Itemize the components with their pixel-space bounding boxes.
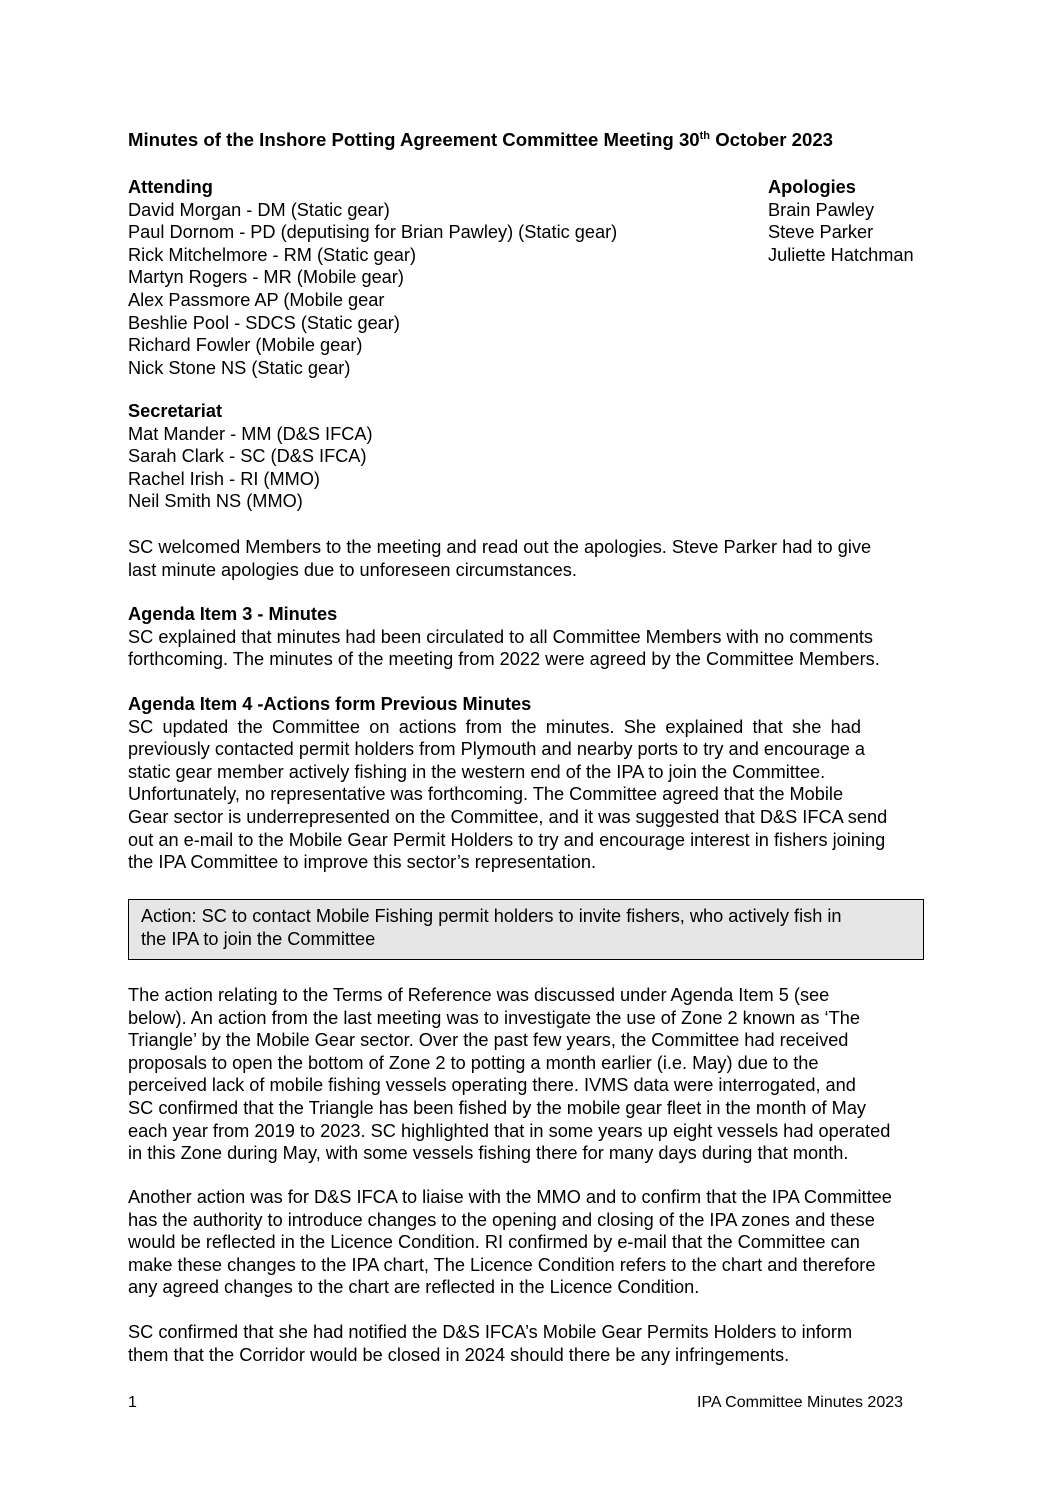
paragraph-line: them that the Corridor would be closed in 2024 should there be any infringements.: [128, 1344, 790, 1365]
action-box: [128, 899, 924, 960]
paragraph-line: The action relating to the Terms of Reference was discussed under Agenda Item 5 (see: [128, 985, 830, 1005]
apologies-heading: Apologies: [768, 177, 856, 197]
mmo-paragraph: [128, 1186, 931, 1299]
paragraph-line: forthcoming. The minutes of the meeting from 2022 were agreed by the Committee Members.: [128, 649, 880, 670]
corridor-paragraph: [128, 1321, 931, 1366]
attending-heading: Attending: [128, 177, 213, 197]
apology-name: Juliette Hatchman: [768, 244, 914, 265]
attendee: David Morgan - DM (Static gear): [128, 199, 390, 220]
paragraph-line: Unfortunately, no representative was forthcoming. The Committee agreed that the Mobile: [128, 784, 844, 805]
paragraph-line: in this Zone during May, with some vessels fishing there for many days during that month.: [128, 1143, 849, 1164]
attendee: Beshlie Pool - SDCS (Static gear): [128, 312, 400, 333]
secretariat-member: Sarah Clark - SC (D&S IFCA): [128, 446, 367, 467]
paragraph-line: any agreed changes to the chart are reflected in the Licence Condition.: [128, 1277, 700, 1298]
paragraph-line: perceived lack of mobile fishing vessels operating there. IVMS data were interrogated, and: [128, 1075, 856, 1096]
footer-title: IPA Committee Minutes 2023: [697, 1394, 904, 1411]
secretariat-member: Rachel Irish - RI (MMO): [128, 468, 320, 489]
paragraph-line: SC confirmed that the Triangle has been fished by the mobile gear fleet in the month of May: [128, 1097, 867, 1118]
paragraph-line: proposals to open the bottom of Zone 2 to potting a month earlier (i.e. May) due to the: [128, 1052, 819, 1073]
secretariat-member: Mat Mander - MM (D&S IFCA): [128, 423, 373, 444]
agenda-item-4: [128, 693, 931, 874]
title-text: Minutes of the Inshore Potting Agreement Committee Meeting 30: [128, 129, 700, 150]
attendee: Richard Fowler (Mobile gear): [128, 335, 363, 356]
paragraph-line: SC welcomed Members to the meeting and read out the apologies. Steve Parker had to give: [128, 537, 872, 557]
welcome-paragraph: [128, 536, 931, 581]
action-line: Action: SC to contact Mobile Fishing permit holders to invite fishers, who actively fish in: [141, 906, 842, 926]
triangle-paragraph: [128, 984, 931, 1165]
paragraph-line: has the authority to introduce changes to the opening and closing of the IPA zones and these: [128, 1209, 875, 1230]
document-title: [128, 128, 938, 155]
title-suffix: October 2023: [710, 129, 834, 150]
apologies-section: [768, 176, 968, 266]
attendee: Martyn Rogers - MR (Mobile gear): [128, 267, 404, 288]
agenda-item-3: [128, 603, 931, 671]
paragraph-line: would be reflected in the Licence Condition. RI confirmed by e-mail that the Committee can: [128, 1232, 860, 1253]
paragraph-line: Triangle’ by the Mobile Gear sector. Over the past few years, the Committee had received: [128, 1030, 849, 1051]
secretariat-section: [128, 400, 931, 513]
paragraph-line: previously contacted permit holders from Plymouth and nearby ports to try and encourage a: [128, 739, 865, 760]
secretariat-heading: Secretariat: [128, 401, 223, 421]
agenda-item-3-heading: Agenda Item 3 - Minutes: [128, 604, 338, 624]
paragraph-line: SC explained that minutes had been circulated to all Committee Members with no comments: [128, 626, 874, 647]
paragraph-line: SC confirmed that she had notified the D&S IFCA’s Mobile Gear Permits Holders to inform: [128, 1322, 853, 1342]
title-superscript: th: [699, 130, 711, 142]
apology-name: Brain Pawley: [768, 199, 875, 220]
attendee: Rick Mitchelmore - RM (Static gear): [128, 244, 417, 265]
paragraph-line: each year from 2019 to 2023. SC highlighted that in some years up eight vessels had operated: [128, 1120, 891, 1141]
paragraph-line: the IPA Committee to improve this sector’s representation.: [128, 852, 597, 873]
paragraph-line: Another action was for D&S IFCA to liaise with the MMO and to confirm that the IPA Committee: [128, 1187, 892, 1207]
paragraph-line: make these changes to the IPA chart, The Licence Condition refers to the chart and therefore: [128, 1254, 876, 1275]
attendee: Nick Stone NS (Static gear): [128, 357, 351, 378]
secretariat-member: Neil Smith NS (MMO): [128, 491, 303, 512]
paragraph-line: Gear sector is underrepresented on the Committee, and it was suggested that D&S IFCA send: [128, 806, 888, 827]
agenda-item-4-heading: Agenda Item 4 -Actions form Previous Minutes: [128, 694, 532, 714]
attendee: Paul Dornom - PD (deputising for Brian Pawley) (Static gear): [128, 222, 618, 243]
page-number: 1: [128, 1394, 137, 1411]
paragraph-line: SC updated the Committee on actions from the minutes. She explained that she had: [128, 716, 861, 737]
attendee: Alex Passmore AP (Mobile gear: [128, 289, 385, 310]
paragraph-line: static gear member actively fishing in the western end of the IPA to join the Committee.: [128, 761, 826, 782]
action-line: the IPA to join the Committee: [141, 928, 376, 949]
paragraph-line: below). An action from the last meeting was to investigate the use of Zone 2 known as ‘The: [128, 1007, 860, 1028]
paragraph-line: out an e-mail to the Mobile Gear Permit Holders to try and encourage interest in fishers joining: [128, 829, 886, 850]
apology-name: Steve Parker: [768, 222, 874, 243]
paragraph-line: last minute apologies due to unforeseen circumstances.: [128, 559, 577, 580]
